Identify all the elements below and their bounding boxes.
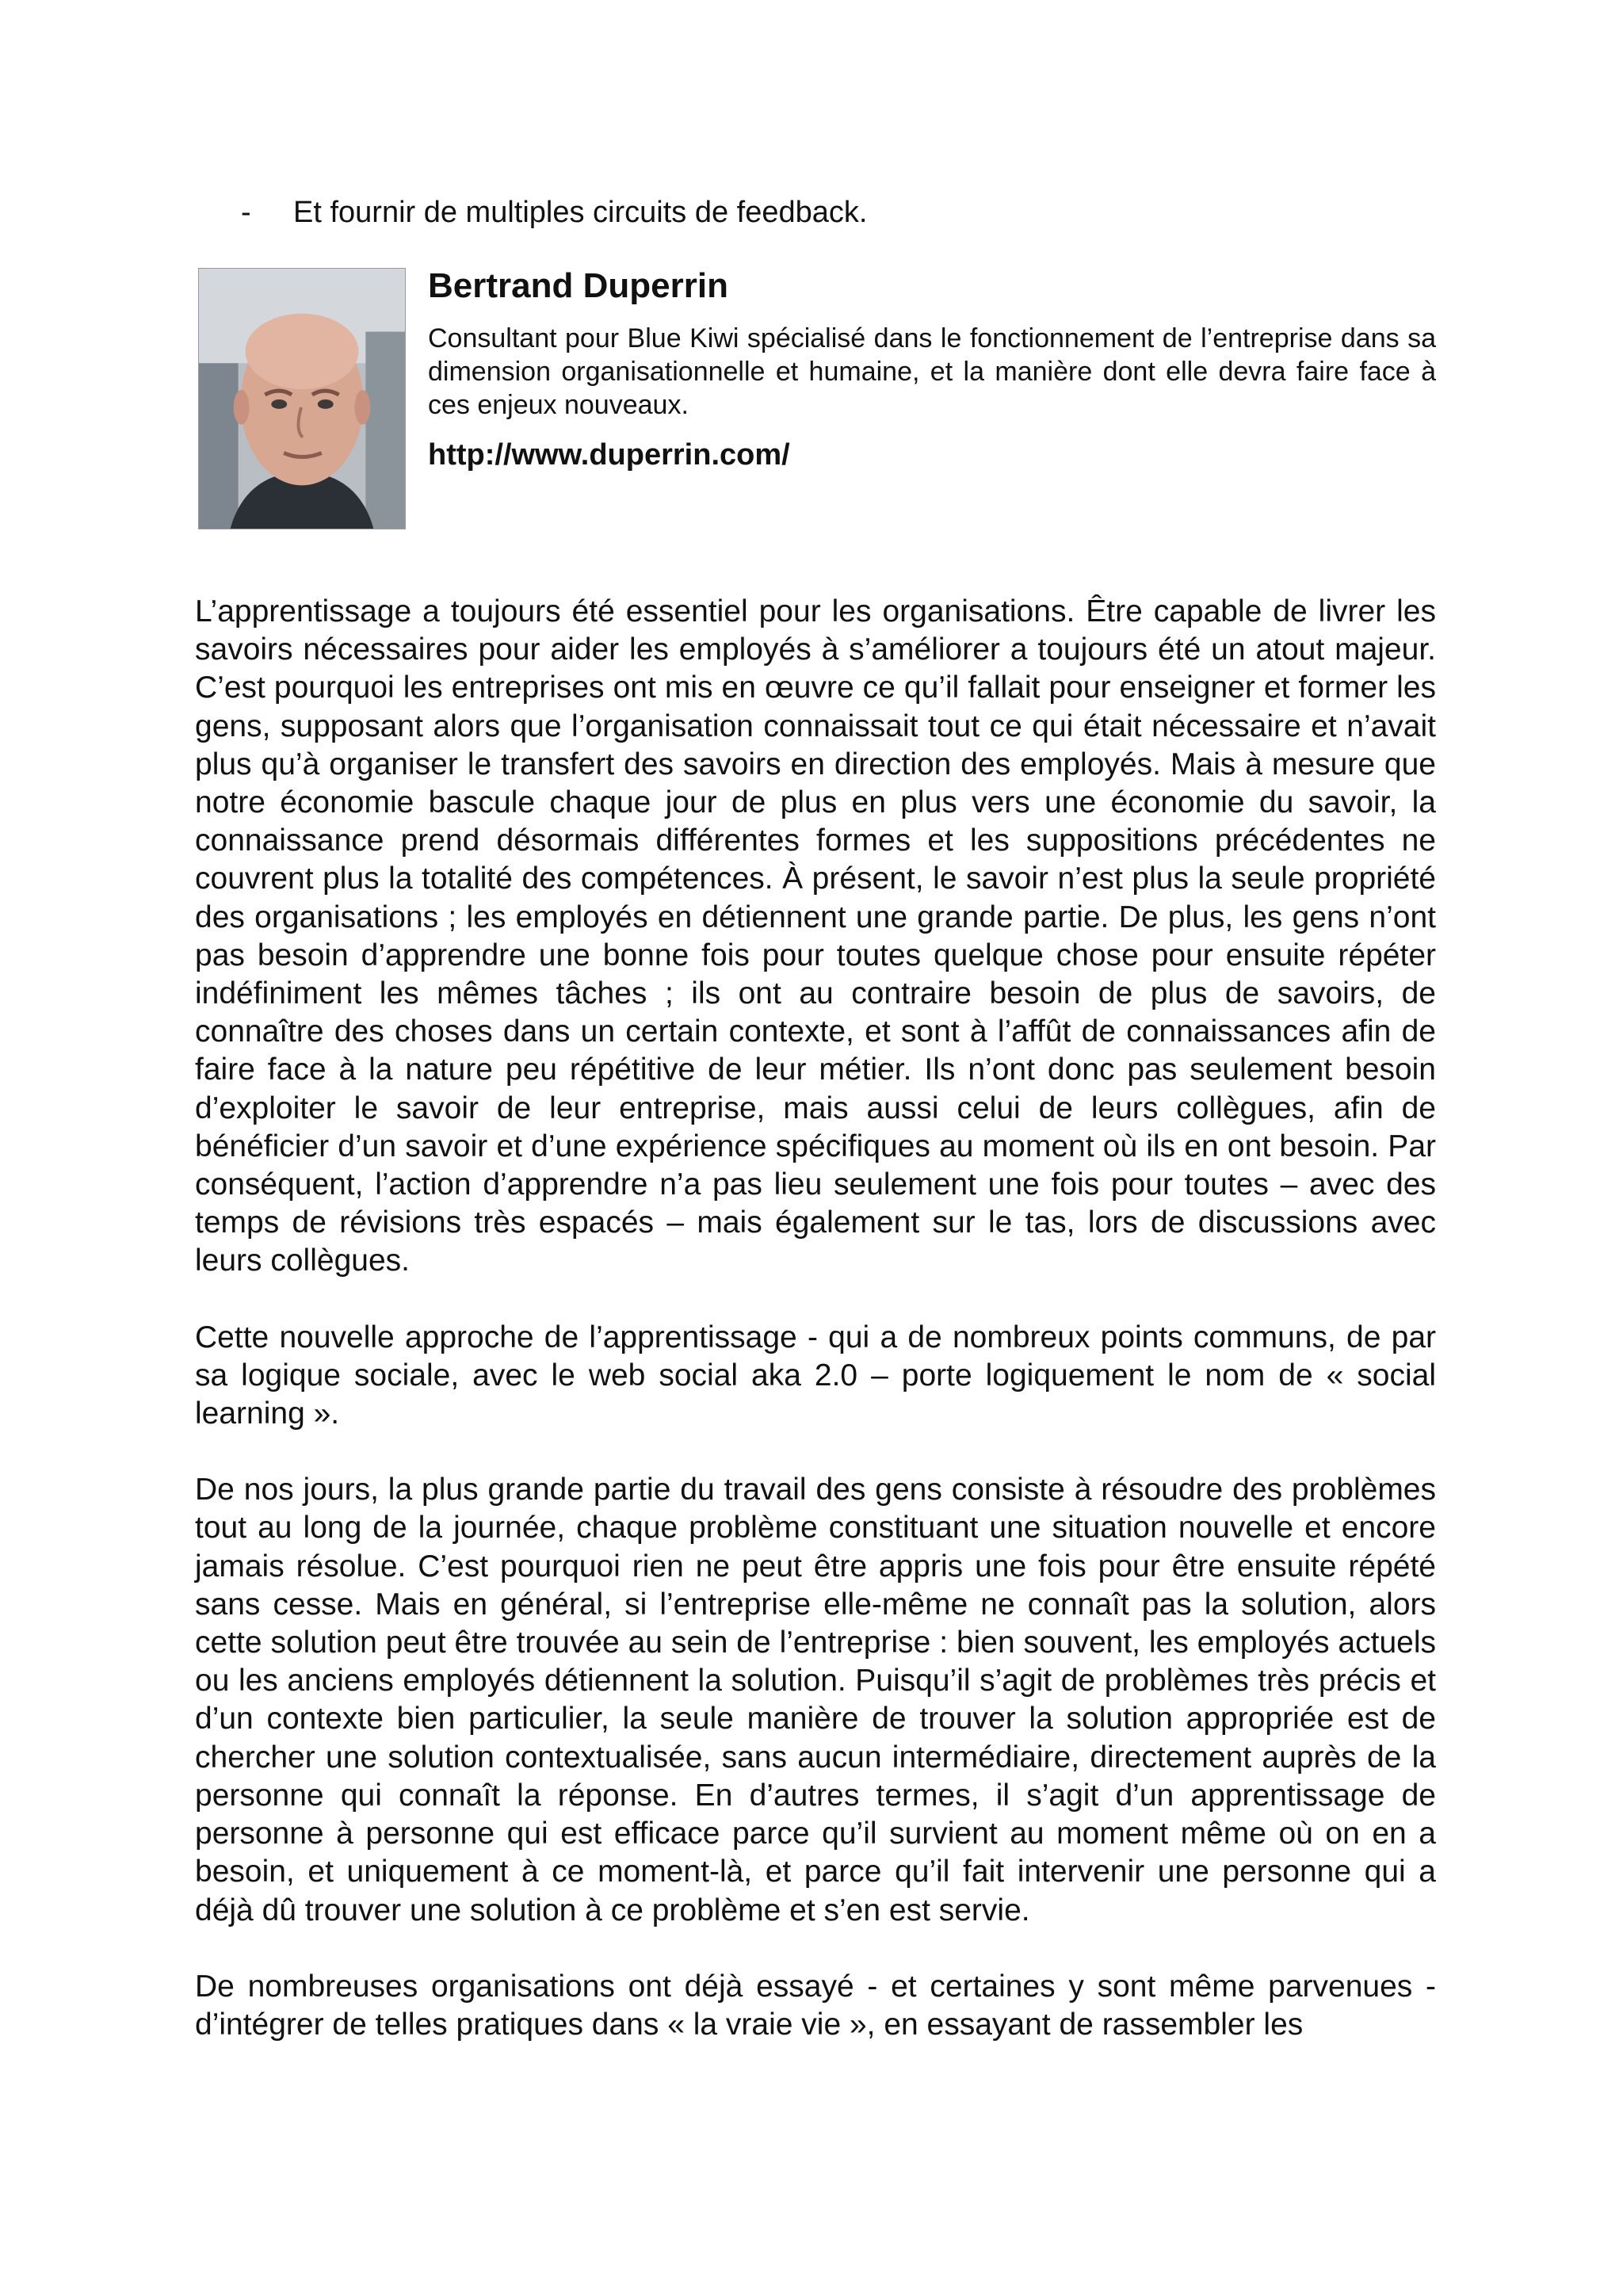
author-website-link[interactable]: http://www.duperrin.com/ bbox=[428, 438, 790, 472]
author-bio-text bbox=[428, 265, 1436, 474]
author-photo bbox=[198, 268, 406, 529]
author-description: Consultant pour Blue Kiwi spécialisé dans le fonctionnement de l’entreprise dans sa dimension organisationnelle et humaine, et la manière dont elle devra faire face à ces enjeux nouveaux. bbox=[428, 323, 1436, 420]
paragraph-1: L’apprentissage a toujours été essentiel pour les organisations. Être capable de livrer les savoirs nécessaires pour aider les employés à s’améliorer a toujours été un atout majeur. C’est pourquoi les entreprises ont mis en œuvre ce qu’il fallait pour enseigner et former les gens, supposant alors que l’organisation connaissait tout ce qui était nécessaire et n’avait plus qu’à organiser le transfert des savoirs en direction des employés. Mais à mesure que notre économie bascule chaque jour de plus en plus vers une économie du savoir, la connaissance prend désormais différentes formes et les suppositions précédentes ne couvrent plus la totalité des compétences. À présent, le savoir n’est plus la seule propriété des organisations ; les employés en détiennent une grande partie. De plus, les gens n’ont pas besoin d’apprendre une bonne fois pour toutes quelque chose pour ensuite répéter indéfiniment les mêmes tâches ; ils ont au contraire besoin de plus de savoirs, de connaître des choses dans un certain contexte, et sont à l’affût de connaissances afin de faire face à la nature peu répétitive de leur métier. Ils n’ont donc pas seulement besoin d’exploiter le savoir de leur entreprise, mais aussi celui de leurs collègues, afin de bénéficier d’un savoir et d’une expérience spécifiques au moment où ils en ont besoin. Par conséquent, l’action d’apprendre n’a pas lieu seulement une fois pour toutes – avec des temps de révisions très espacés – mais également sur le tas, lors de discussions avec leurs collègues. bbox=[195, 594, 1436, 1278]
paragraph-3: De nos jours, la plus grande partie du travail des gens consiste à résoudre des problèmes tout au long de la journée, chaque problème constituant une situation nouvelle et encore jamais résolue. C’est pourquoi rien ne peut être appris une fois pour être ensuite répété sans cesse. Mais en général, si l’entreprise elle-même ne connaît pas la solution, alors cette solution peut être trouvée au sein de l’entreprise : bien souvent, les employés actuels ou les anciens employés détiennent la solution. Puisqu’il s’agit de problèmes très précis et d’un contexte bien particulier, la seule manière de trouver la solution appropriée est de chercher une solution contextualisée, sans aucun intermédiaire, directement auprès de la personne qui connaît la réponse. En d’autres termes, il s’agit d’un apprentissage de personne à personne qui est efficace parce qu’il survient au moment même où on en a besoin, et uniquement à ce moment-là, et parce qu’il fait intervenir une personne qui a déjà dû trouver une solution à ce problème et s’en est servie. bbox=[195, 1473, 1436, 1927]
paragraph-2: Cette nouvelle approche de l’apprentissage - qui a de nombreux points communs, de par sa logique sociale, avec le web social aka 2.0 – porte logiquement le nom de « social learning ». bbox=[195, 1320, 1436, 1431]
article-body bbox=[195, 593, 1436, 2082]
bullet-item bbox=[241, 193, 1430, 231]
author-bio bbox=[195, 265, 1439, 534]
bullet-dash: - bbox=[241, 196, 251, 229]
portrait-image bbox=[199, 269, 405, 529]
paragraph-4: De nombreuses organisations ont déjà essayé - et certaines y sont même parvenues - d’intégrer de telles pratiques dans « la vraie vie », en essayant de rassembler les bbox=[195, 1969, 1436, 2042]
author-name: Bertrand Duperrin bbox=[428, 266, 728, 305]
bullet-text: Et fournir de multiples circuits de feedback. bbox=[293, 196, 868, 229]
